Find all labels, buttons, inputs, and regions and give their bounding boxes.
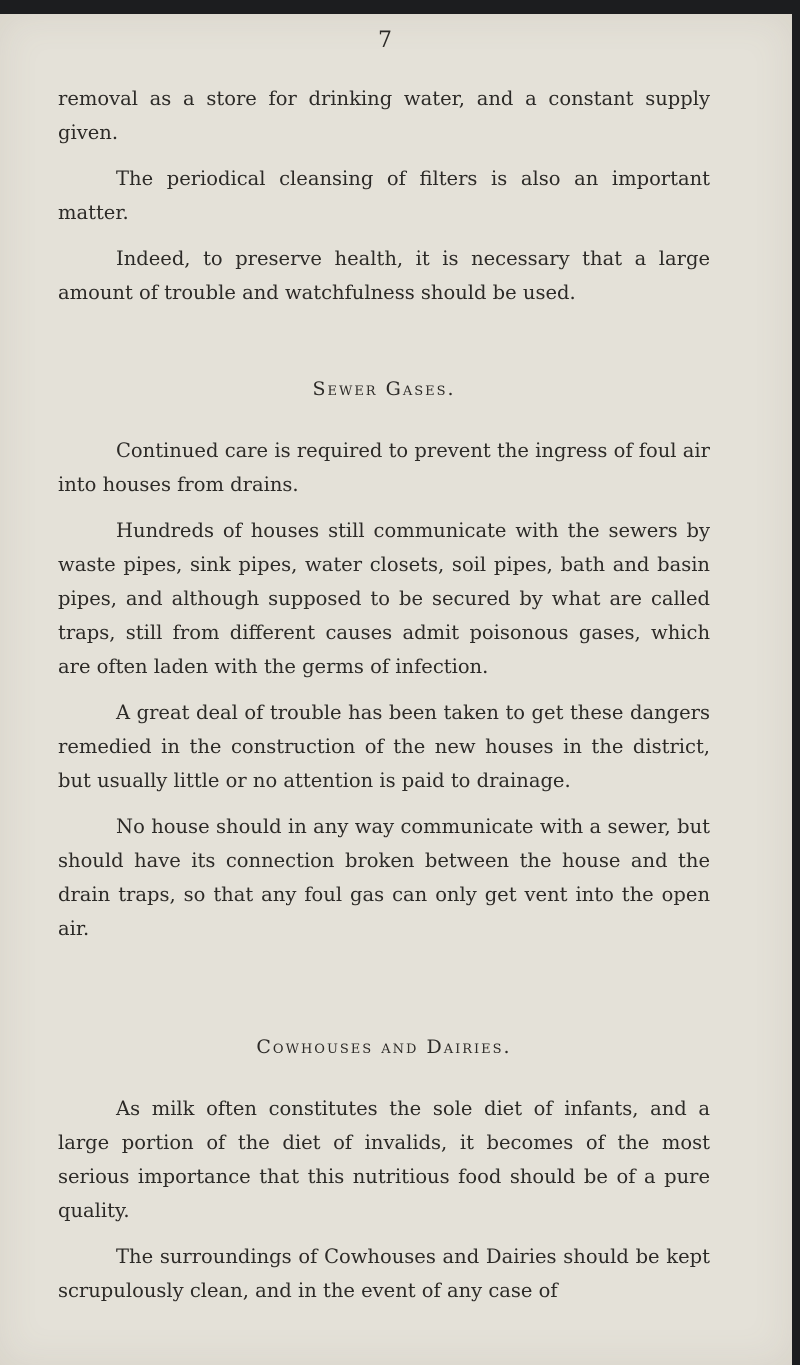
paragraph: Indeed, to preserve health, it is necessary that a large amount of trouble and watchfulness should be used. (58, 247, 710, 304)
paragraph: The periodical cleansing of filters is also an important matter. (58, 167, 710, 224)
paragraph: A great deal of trouble has been taken to get these dangers remedied in the construction of the new houses in the district, but usually little or no attention is paid to drainage. (58, 701, 710, 792)
paragraph: Continued care is required to prevent the ingress of foul air into houses from drains. (58, 439, 710, 496)
document-page (0, 14, 792, 1365)
paragraph: The surroundings of Cowhouses and Dairies should be kept scrupulously clean, and in the event of any case of (58, 1245, 710, 1302)
paragraph: Hundreds of houses still communicate with the sewers by waste pipes, sink pipes, water closets, soil pipes, bath and basin pipes, and although supposed to be secured by what are called traps, still from different causes admit poisonous gases, which are often laden with the germs of infection. (58, 519, 710, 678)
section-heading-sewer-gases: Sewer Gases. (312, 378, 456, 400)
body-text (58, 82, 710, 1320)
section-heading-cowhouses-dairies: Cowhouses and Dairies. (256, 1036, 512, 1058)
paragraph: As milk often constitutes the sole diet of infants, and a large portion of the diet of invalids, it becomes of the most serious importance that this nutritious food should be of a pure quality. (58, 1097, 710, 1222)
paragraph: No house should in any way communicate with a sewer, but should have its connection broken between the house and the drain traps, so that any foul gas can only get vent into the open air. (58, 815, 710, 940)
paragraph: removal as a store for drinking water, and a constant supply given. (58, 87, 710, 144)
page-number: 7 (378, 28, 392, 53)
